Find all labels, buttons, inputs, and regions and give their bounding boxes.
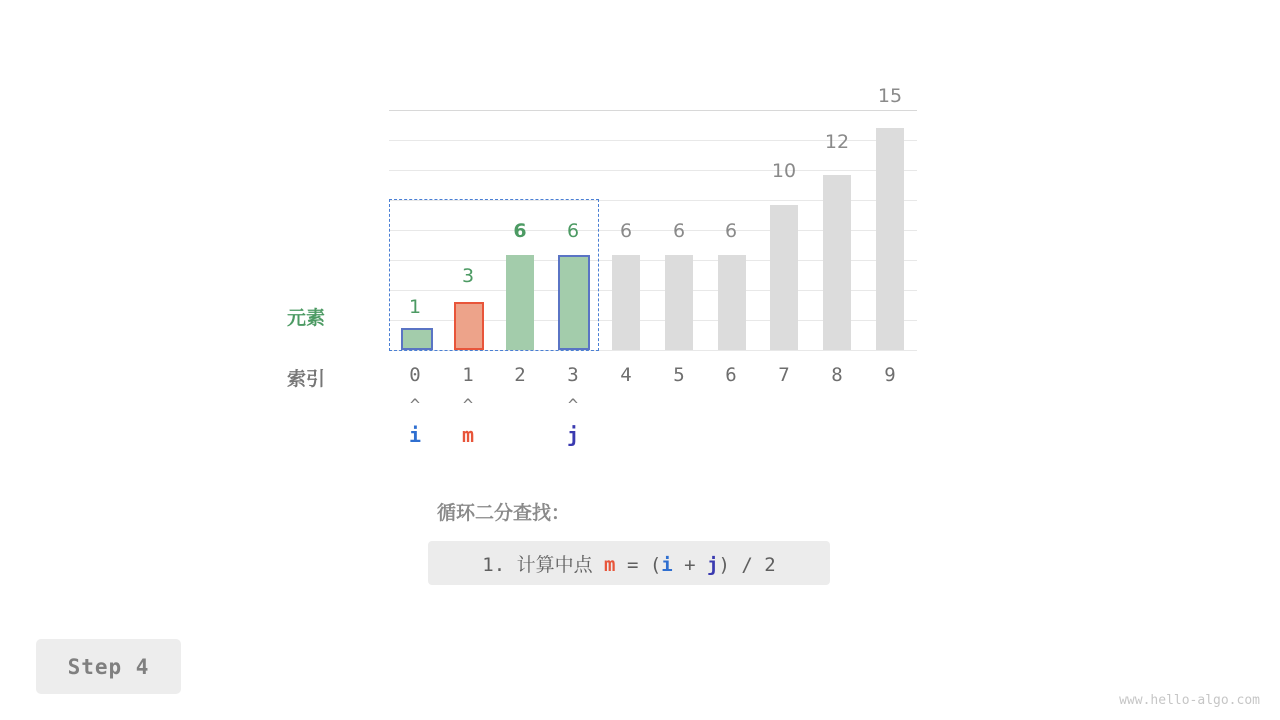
index-label-1: 1 [462,364,474,386]
pointer-m: m [461,423,475,447]
watermark: www.hello-algo.com [1119,693,1260,708]
value-label-5: 6 [672,220,686,242]
index-label-5: 5 [673,364,685,386]
bar-5 [665,255,693,350]
code-var-j: j [707,553,719,576]
value-label-4: 6 [619,220,633,242]
code-line [482,550,775,577]
code-prefix: 1. 计算中点 [482,553,605,576]
bar-9 [876,128,904,350]
index-label-2: 2 [514,364,526,386]
bar-7 [770,205,798,350]
index-label-3: 3 [567,364,579,386]
value-label-0: 1 [408,296,422,318]
value-label-7: 10 [771,160,797,182]
value-label-2: 6 [513,220,527,242]
code-box [428,541,830,585]
index-label-7: 7 [778,364,790,386]
index-label-6: 6 [725,364,737,386]
pointer-i: i [408,423,422,447]
code-suffix: ) / 2 [718,553,776,576]
code-eq: = ( [615,553,662,576]
value-label-8: 12 [824,131,850,153]
y-axis-label: 元素 [286,307,325,329]
value-label-1: 3 [461,265,475,287]
pointer-j: j [566,423,580,447]
x-axis-label: 索引 [286,368,325,390]
code-var-m: m [604,553,616,576]
caret-j: ^ [567,396,579,416]
bar-4 [612,255,640,350]
index-label-9: 9 [884,364,896,386]
caret-m: ^ [462,396,474,416]
code-var-i: i [661,553,673,576]
code-plus: + [672,553,708,576]
caption-text: 循环二分查找： [437,502,571,524]
value-label-6: 6 [724,220,738,242]
caret-i: ^ [409,396,421,416]
step-badge: Step 4 [36,639,181,694]
value-label-9: 15 [877,85,903,107]
bar-6 [718,255,746,350]
index-label-8: 8 [831,364,843,386]
index-label-4: 4 [620,364,632,386]
index-label-0: 0 [409,364,421,386]
value-label-3: 6 [566,220,580,242]
bar-8 [823,175,851,350]
